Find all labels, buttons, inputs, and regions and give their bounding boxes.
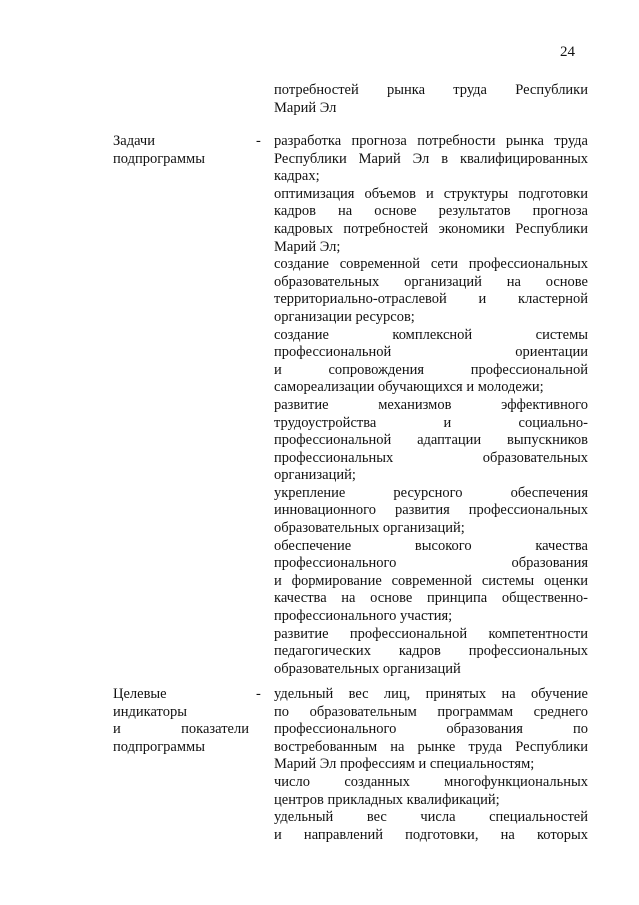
- text-line: кадрах;: [274, 168, 320, 185]
- text-line: разработка прогноза потребности рынка труда: [274, 133, 588, 149]
- label-line: индикаторы: [113, 703, 187, 720]
- text-line: территориально-отраслевой и кластерной: [274, 291, 588, 308]
- text-line: инновационного развития профессиональных: [274, 502, 588, 519]
- text-line: педагогических кадров профессиональных: [274, 643, 588, 660]
- text-line: развитие профессиональной компетентности: [274, 625, 588, 642]
- text-line: и сопровождения профессиональной: [274, 361, 588, 378]
- text-line: удельный вес числа специальностей: [274, 809, 588, 826]
- tasks-label: [113, 133, 249, 168]
- indicators-label: [113, 686, 249, 756]
- text-line: центров прикладных квалификаций;: [274, 791, 500, 808]
- text-line: и формирование современной системы оценки: [274, 572, 588, 589]
- tasks-dash: -: [256, 133, 261, 149]
- text-line: трудоустройства и социально-: [274, 414, 588, 431]
- text-line: Марий Эл: [274, 99, 337, 116]
- text-line: число созданных многофункциональных: [274, 773, 588, 790]
- text-line: укрепление ресурсного обеспечения: [274, 484, 588, 501]
- text-line: развитие механизмов эффективного: [274, 396, 588, 413]
- text-line: профессионального образования: [274, 555, 588, 572]
- text-line: организации ресурсов;: [274, 308, 415, 325]
- label-line: подпрограммы: [113, 738, 205, 755]
- text-line: удельный вес лиц, принятых на обучение: [274, 686, 588, 702]
- indicators-content: [274, 686, 588, 844]
- text-line: самореализации обучающихся и молодежи;: [274, 379, 544, 396]
- label-line: подпрограммы: [113, 150, 205, 167]
- text-line: профессиональной ориентации: [274, 344, 588, 361]
- text-line: профессионального образования по: [274, 721, 588, 738]
- text-line: Марий Эл профессиям и специальностям;: [274, 756, 535, 773]
- text-line: кадровых потребностей экономики Республики: [274, 220, 588, 237]
- text-line: создание комплексной системы: [274, 326, 588, 343]
- text-line: профессионального участия;: [274, 608, 453, 625]
- text-line: востребованным на рынке труда Республики: [274, 738, 588, 755]
- text-line: потребностей рынка труда Республики: [274, 82, 588, 98]
- label-line: Целевые: [113, 686, 167, 702]
- label-line: и показатели: [113, 721, 249, 738]
- text-line: организаций;: [274, 467, 356, 484]
- text-line: Марий Эл;: [274, 238, 341, 255]
- text-line: кадров на основе результатов прогноза: [274, 203, 588, 220]
- text-line: по образовательным программам среднего: [274, 703, 588, 720]
- text-line: обеспечение высокого качества: [274, 537, 588, 554]
- label-line: Задачи: [113, 133, 155, 149]
- text-line: создание современной сети профессиональных: [274, 256, 588, 273]
- text-line: образовательных организаций: [274, 660, 461, 677]
- page-number: 24: [560, 44, 575, 60]
- text-line: и направлений подготовки, на которых: [274, 826, 588, 843]
- text-line: профессиональных образовательных: [274, 449, 588, 466]
- tasks-content: [274, 133, 588, 678]
- text-line: качества на основе принципа общественно-: [274, 590, 588, 607]
- text-line: профессиональной адаптации выпускников: [274, 432, 588, 449]
- continuation-text: [274, 82, 588, 117]
- text-line: образовательных организаций;: [274, 520, 465, 537]
- text-line: образовательных организаций на основе: [274, 273, 588, 290]
- indicators-dash: -: [256, 686, 261, 702]
- text-line: Республики Марий Эл в квалифицированных: [274, 150, 588, 167]
- text-line: оптимизация объемов и структуры подготовки: [274, 185, 588, 202]
